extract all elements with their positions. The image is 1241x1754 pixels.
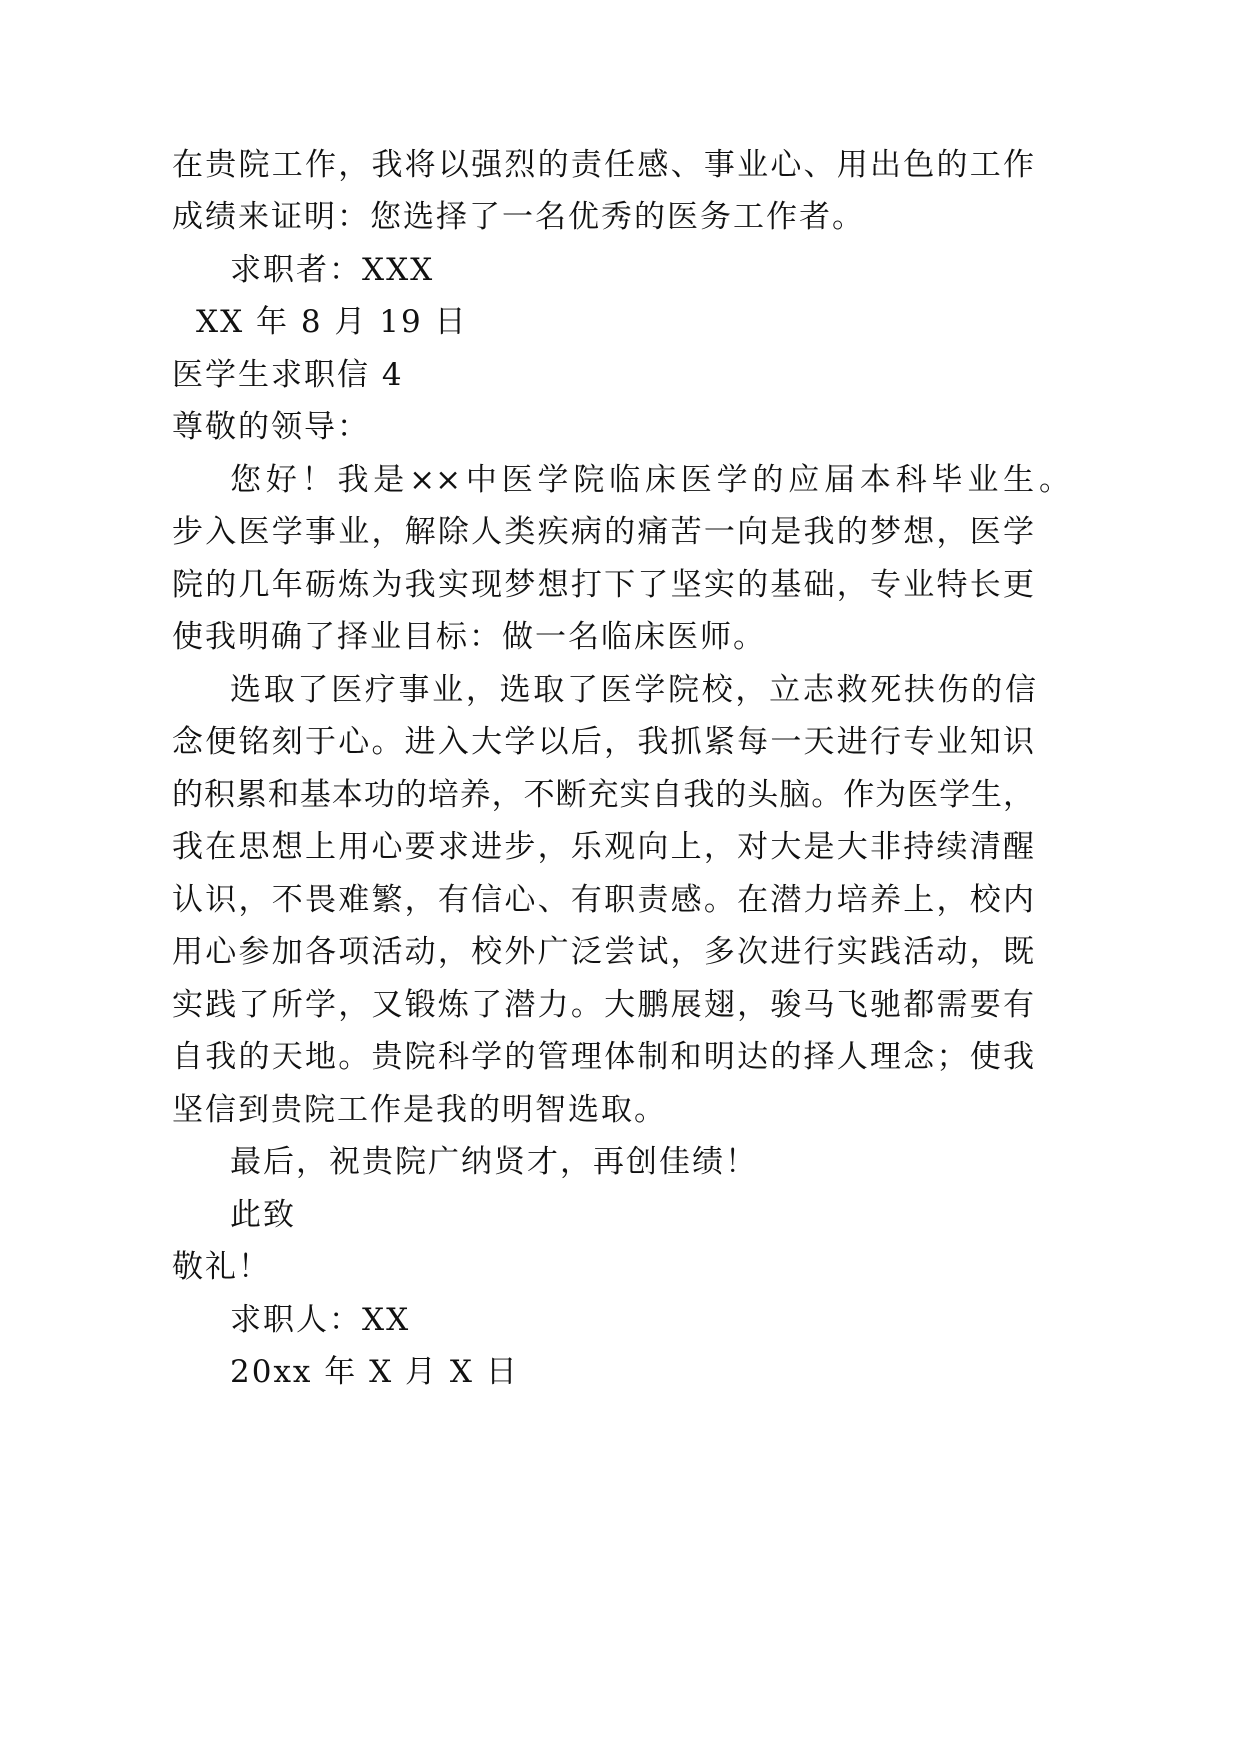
paragraph-line: 的积累和基本功的培养，不断充实自我的头脑。作为医学生， <box>172 777 1034 813</box>
paragraph-line: 念便铭刻于心。进入大学以后，我抓紧每一天进行专业知识 <box>172 724 1034 760</box>
cizhi-line: 此致 <box>230 1197 296 1233</box>
paragraph-line: 用心参加各项活动，校外广泛尝试，多次进行实践活动，既 <box>172 934 1034 970</box>
salutation: 尊敬的领导： <box>172 409 370 445</box>
paragraph-line: 选取了医疗事业，选取了医学院校，立志救死扶伤的信 <box>230 672 1036 708</box>
text-line: 在贵院工作，我将以强烈的责任感、事业心、用出色的工作 <box>172 147 1034 183</box>
paragraph-line: 我在思想上用心要求进步，乐观向上，对大是大非持续清醒 <box>172 829 1034 865</box>
date-line: XX 年 8 月 19 日 <box>196 304 468 340</box>
paragraph-line: 认识，不畏难繁，有信心、有职责感。在潜力培养上，校内 <box>172 882 1034 918</box>
paragraph-line: 使我明确了择业目标：做一名临床医师。 <box>172 619 766 655</box>
paragraph-line: 自我的天地。贵院科学的管理体制和明达的择人理念；使我 <box>172 1039 1034 1075</box>
letter-title: 医学生求职信 4 <box>172 357 404 393</box>
signer-line: 求职者：XXX <box>230 252 435 288</box>
paragraph-line: 步入医学事业，解除人类疾病的痛苦一向是我的梦想，医学 <box>172 514 1034 550</box>
applicant-line: 求职人：XX <box>230 1302 411 1338</box>
paragraph-line: 实践了所学，又锻炼了潜力。大鹏展翅，骏马飞驰都需要有 <box>172 987 1034 1023</box>
paragraph-line: 坚信到贵院工作是我的明智选取。 <box>172 1092 667 1128</box>
text-line: 成绩来证明：您选择了一名优秀的医务工作者。 <box>172 199 865 235</box>
paragraph-line: 院的几年砺炼为我实现梦想打下了坚实的基础，专业特长更 <box>172 567 1034 603</box>
jingli-line: 敬礼！ <box>172 1249 271 1285</box>
paragraph-line: 您好！我是××中医学院临床医学的应届本科毕业生。 <box>230 462 1070 498</box>
closing-line: 最后，祝贵院广纳贤才，再创佳绩！ <box>230 1144 758 1180</box>
final-date-line: 20xx 年 X 月 X 日 <box>230 1354 519 1390</box>
